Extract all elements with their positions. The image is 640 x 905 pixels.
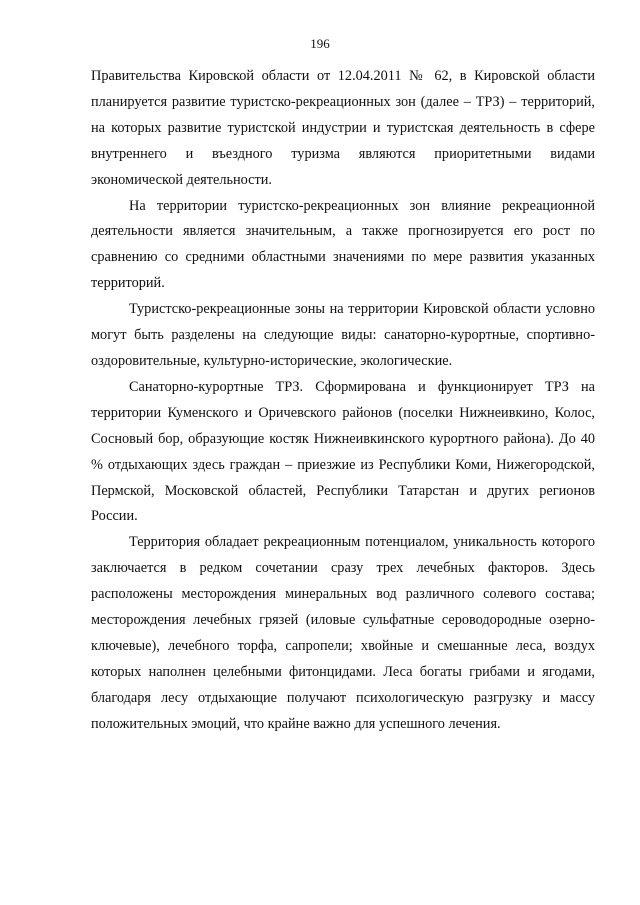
paragraph: Санаторно-курортные ТРЗ. Сформирована и функционирует ТРЗ на территории Куменского и Оричевского районов (поселки Нижнеивкино, Колос, Сосновый бор, образующие костяк Нижнеивкинского курортного района). До 40 % отдыхающих здесь граждан – приезжие из Республики Коми, Нижегородской, Пермской, Московской областей, Республики Татарстан и других регионов России. bbox=[91, 378, 595, 525]
paragraph-continuation: Правительства Кировской области от 12.04.2011 № 62, в Кировской области планируется развитие туристско-рекреационных зон (далее – ТРЗ) – территорий, на которых развитие туристской индустрии и туристская деятельность в сфере внутреннего и въездного туризма являются приоритетными видами экономической деятельности. bbox=[91, 68, 595, 188]
body-text bbox=[91, 64, 595, 738]
paragraph: Туристско-рекреационные зоны на территории Кировской области условно могут быть разделены на следующие виды: санаторно-курортные, спортивно-оздоровительные, культурно-исторические, экологические. bbox=[91, 301, 595, 369]
page-number: 196 bbox=[310, 36, 330, 51]
paragraph: Территория обладает рекреационным потенциалом, уникальность которого заключается в редком сочетании сразу трех лечебных факторов. Здесь расположены месторождения минеральных вод различного солевого состава; месторождения лечебных грязей (иловые сульфатные сероводородные озерно-ключевые), лечебного торфа, сапропели; хвойные и смешанные леса, воздух которых наполнен целебными фитонцидами. Леса богаты грибами и ягодами, благодаря лесу отдыхающие получают психологическую разгрузку и массу положительных эмоций, что крайне важно для успешного лечения. bbox=[91, 534, 595, 732]
paragraph: На территории туристско-рекреационных зон влияние рекреационной деятельности является значительным, а также прогнозируется его рост по сравнению со средними областными значениями по мере развития указанных территорий. bbox=[91, 197, 595, 292]
